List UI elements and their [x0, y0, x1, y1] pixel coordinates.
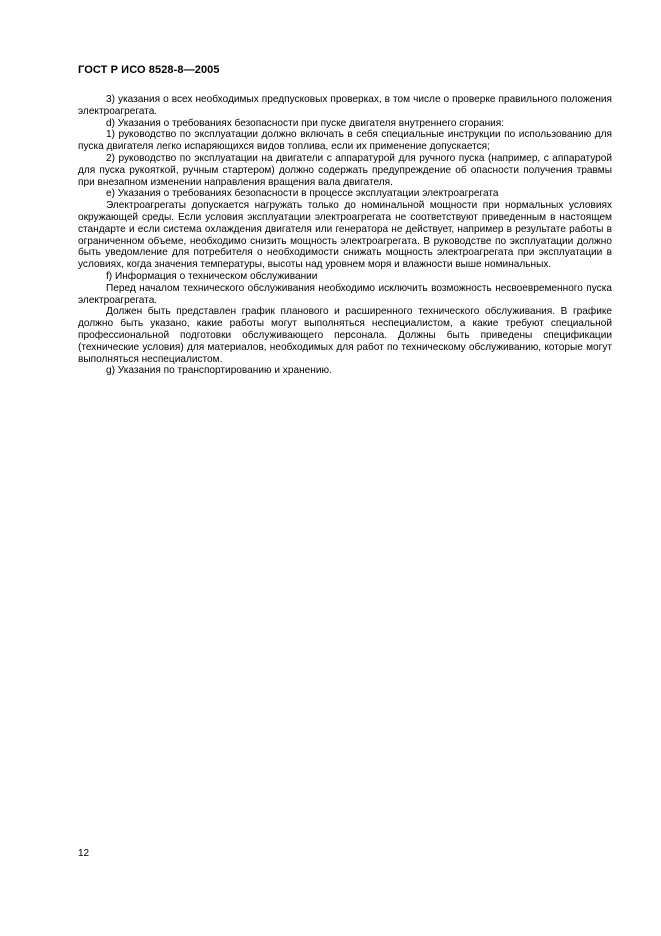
- paragraph-item-3-preflight-checks: 3) указания о всех необходимых предпусковых проверках, в том числе о проверке правильного положения электроагрегата.: [78, 94, 612, 117]
- paragraph-section-f: f) Информация о техническом обслуживании: [106, 270, 318, 282]
- paragraph-section-d: d) Указания о требованиях безопасности при пуске двигателя внутреннего сгорания:: [106, 117, 505, 129]
- paragraph-derating: Электроагрегаты допускается нагружать только до номинальной мощности при нормальных условиях окружающей среды. Если условия эксплуатации электроагрегата не соответствуют приведенным в настоящем стандарте и если система охлаждения двигателя или генератора не действует, например в результате работы в ограниченном объеме, необходимо снизить мощность электроагрегата. В руководстве по эксплуатации должно быть уведомление для потребителя о необходимости снижать мощность электроагрегата при эксплуатации в условиях, когда значения температуры, высоты над уровнем моря и влажности выше номинальных.: [78, 200, 612, 271]
- paragraph-section-g: g) Указания по транспортированию и хранению.: [106, 365, 332, 377]
- page-number: 12: [78, 848, 90, 859]
- paragraph-maintenance-start-lockout: Перед началом технического обслуживания необходимо исключить возможность несвоевременного пуска электроагрегата.: [78, 282, 612, 306]
- paragraph-maintenance-schedule: Должен быть представлен график планового и расширенного технического обслуживания. В графике должно быть указано, какие работы могут выполняться неспециалистом, а какие требуют специальной профессиональной подготовки обслуживающего персонала. Должны быть приведены спецификации (технические условия) для материалов, необходимых для работ по техническому обслуживанию, которые могут выполняться неспециалистом.: [78, 306, 612, 365]
- paragraph-item-1-volatile-fuel: 1) руководство по эксплуатации должно включать в себя специальные инструкции по использованию для пуска двигателя легко испаряющихся видов топлива, если их применение допускается;: [78, 129, 612, 153]
- document-header: ГОСТ Р ИСО 8528-8—2005: [78, 64, 220, 76]
- paragraph-item-2-manual-start: 2) руководство по эксплуатации на двигатели с аппаратурой для ручного пуска (например, с аппаратурой для пуска рукояткой, ручным стартером) должно содержать предупреждение об опасности получения травмы при внезапном изменении направления вращения вала двигателя.: [78, 152, 612, 188]
- document-body: [78, 94, 612, 377]
- paragraph-section-e: e) Указания о требованиях безопасности в процессе эксплуатации электроагрегата: [106, 188, 499, 200]
